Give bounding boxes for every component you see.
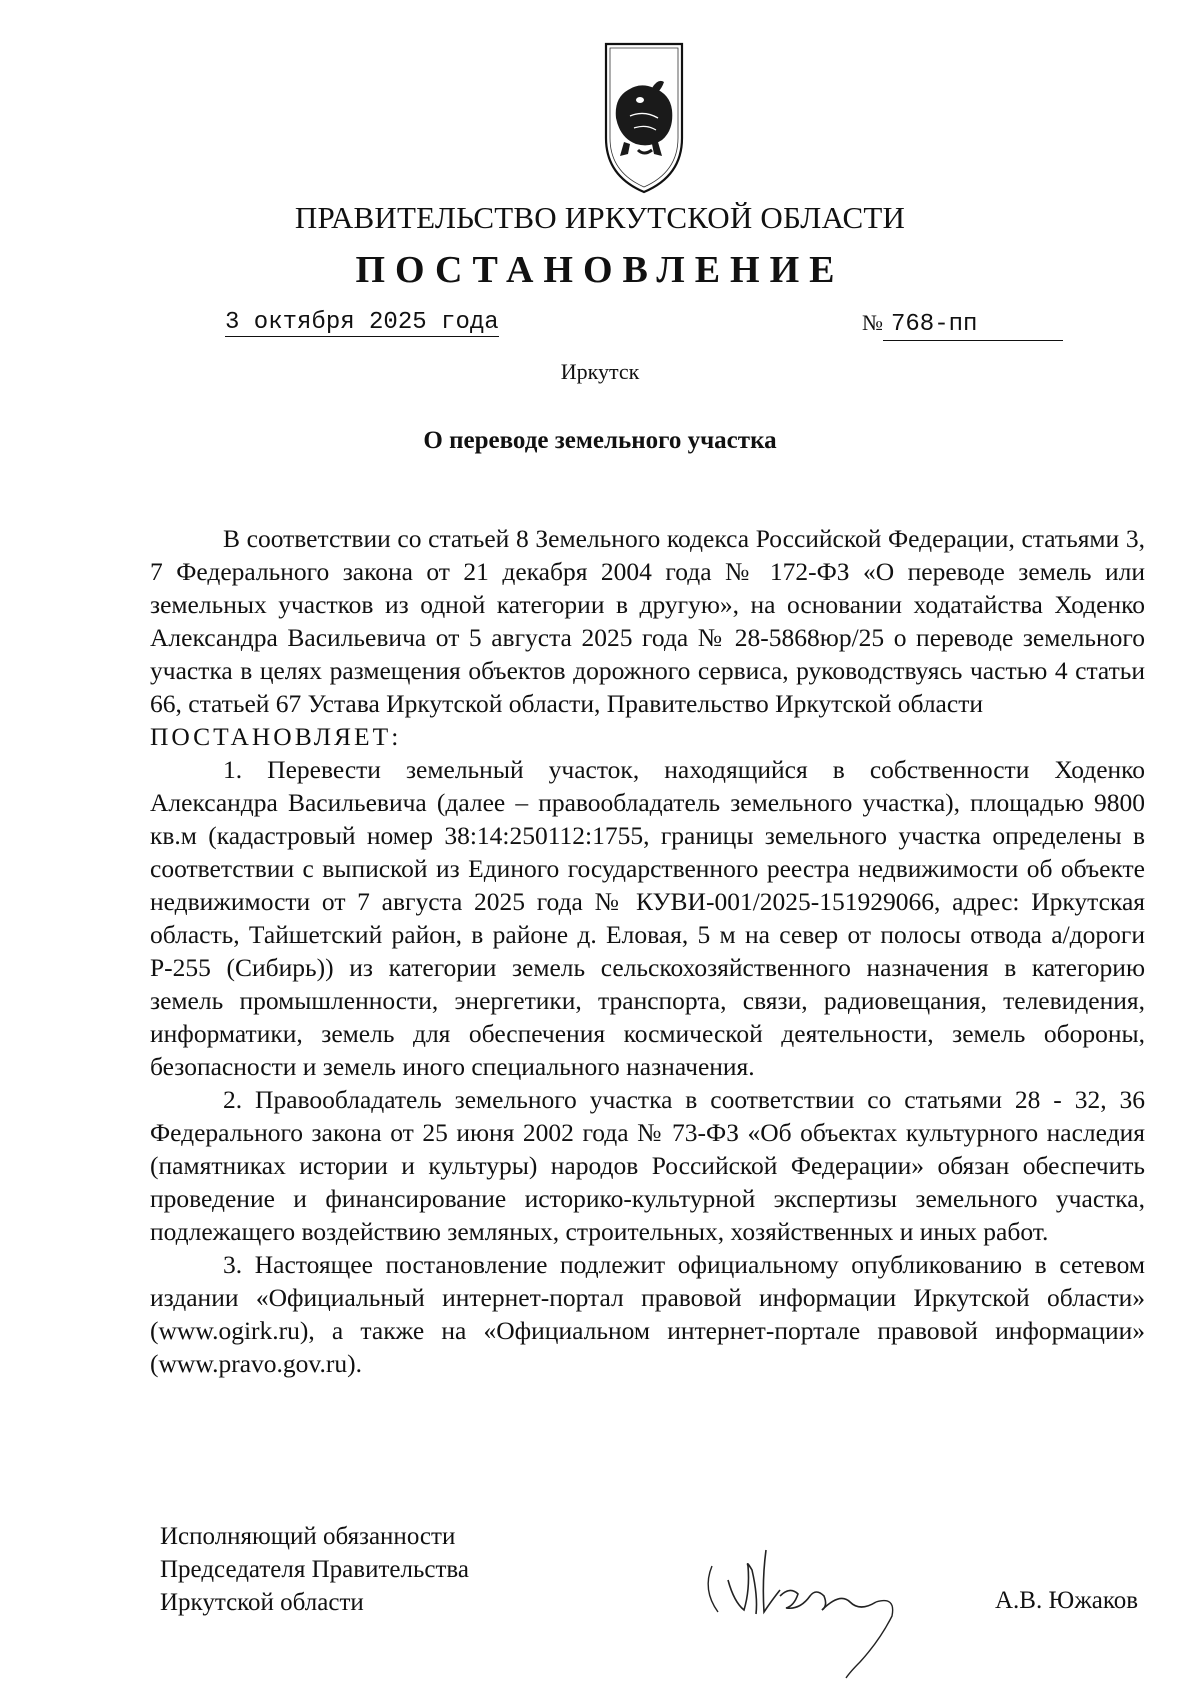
item-paragraph-2: 2. Правообладатель земельного участка в соответствии со статьями 28 - 32, 36 Федерального закона от 25 июня 2002 года № 73-ФЗ «Об объектах культурного наследия (памятниках истории и культуры) народов Российской Федерации» обязан обеспечить проведение и финансирование историко-культурной экспертизы земельного участка, подлежащего воздействию земляных, строительных, хозяйственных и иных работ. (150, 1085, 1145, 1246)
coat-of-arms-icon (600, 38, 688, 198)
document-number (862, 308, 1063, 341)
government-title: ПРАВИТЕЛЬСТВО ИРКУТСКОЙ ОБЛАСТИ (294, 200, 906, 235)
city: Иркутск (560, 359, 640, 384)
handwritten-signature-icon (700, 1530, 930, 1680)
signer-name: А.В. Южаков (995, 1587, 1139, 1614)
document-body (150, 522, 1145, 1380)
document-date-text: 3 октября 2025 года (225, 309, 499, 336)
signatory-position (160, 1520, 469, 1619)
document-subject: О переводе земельного участка (423, 427, 777, 454)
number-sign: № (862, 310, 883, 335)
preamble-paragraph: В соответствии со статьей 8 Земельного кодекса Российской Федерации, статьями 3, 7 Федерального закона от 21 декабря 2004 года № 172-ФЗ «О переводе земель или земельных участков из одной категории в другую», на основании ходатайства Ходенко Александра Васильевича от 5 августа 2025 года № 28-5868юр/25 о переводе земельного участка в целях размещения объектов дорожного сервиса, руководствуясь частью 4 статьи 66, статьей 67 Устава Иркутской области, Правительство Иркутской области (150, 524, 1145, 718)
item-paragraph-1: 1. Перевести земельный участок, находящийся в собственности Ходенко Александра Васильевича (далее – правообладатель земельного участка), площадью 9800 кв.м (кадастровый номер 38:14:250112:1755, границы земельного участка определены в соответствии с выпиской из Единого государственного реестра недвижимости об объекте недвижимости от 7 августа 2025 года № КУВИ-001/2025-151929066, адрес: Иркутская область, Тайшетский район, в районе д. Еловая, 5 м на север от полосы отвода а/дороги Р-255 (Сибирь)) из категории земель сельскохозяйственного назначения в категорию земель промышленности, энергетики, транспорта, связи, радиовещания, телевидения, информатики, земель для обеспечения космической деятельности, земель обороны, безопасности и земель иного специального назначения. (150, 755, 1145, 1081)
position-line: Иркутской области (160, 1589, 364, 1616)
item-paragraph-3: 3. Настоящее постановление подлежит официальному опубликованию в сетевом издании «Официальный интернет-портал правовой информации Иркутской области» (www.ogirk.ru), а также на «Официальном интернет-портале правовой информации» (www.pravo.gov.ru). (150, 1250, 1145, 1378)
position-line: Исполняющий обязанности (160, 1523, 456, 1550)
number-value: 768-пп (883, 310, 1063, 341)
document-date (225, 308, 499, 340)
position-line: Председателя Правительства (160, 1556, 469, 1583)
document-type: ПОСТАНОВЛЕНИЕ (355, 249, 845, 291)
decree-word: ПОСТАНОВЛЯЕТ: (150, 722, 402, 751)
